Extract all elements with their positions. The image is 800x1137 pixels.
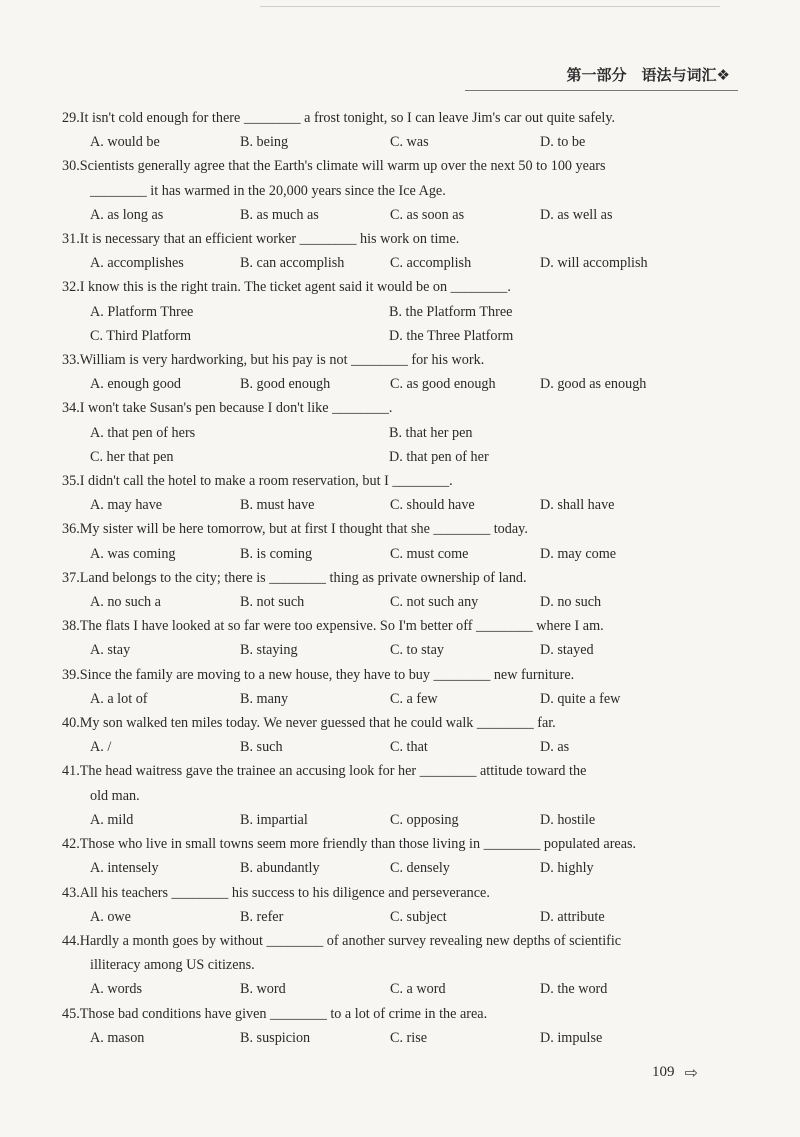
question-stem: [62, 1002, 734, 1026]
answer-options: [62, 542, 734, 566]
question-text: Since the family are moving to a new house, they have to buy ________ new furniture.: [79, 666, 575, 683]
answer-option: D. as well as: [540, 206, 613, 223]
answer-option: A. mild: [90, 811, 134, 828]
answer-option: C. her that pen: [90, 448, 174, 465]
answer-option: A. Platform Three: [90, 303, 194, 320]
question-stem: [62, 832, 734, 856]
question-text: The flats I have looked at so far were too expensive. So I'm better off ________ where I am.: [79, 618, 604, 635]
answer-option: B. as much as: [240, 206, 319, 223]
answer-option: B. refer: [240, 908, 284, 925]
answer-option: B. suspicion: [240, 1029, 311, 1046]
answer-option: A. enough good: [90, 376, 182, 393]
question-item: [62, 711, 734, 759]
answer-option: C. rise: [390, 1029, 428, 1046]
question-text-continued: ________ it has warmed in the 20,000 years since the Ice Age.: [90, 182, 446, 199]
answer-option: C. densely: [390, 860, 450, 877]
answer-option: D. to be: [540, 134, 586, 151]
answer-option: C. should have: [390, 497, 475, 514]
answer-option: B. the Platform Three: [389, 303, 513, 320]
question-item: [62, 832, 734, 880]
answer-option: A. may have: [90, 497, 163, 514]
answer-option: B. that her pen: [389, 424, 473, 441]
answer-option: C. opposing: [390, 811, 459, 828]
question-stem: [62, 469, 734, 493]
answer-option: D. the word: [540, 981, 608, 998]
answer-options: [62, 130, 734, 154]
answer-options: [62, 735, 734, 759]
answer-option: C. Third Platform: [90, 327, 192, 344]
question-stem: [62, 881, 734, 905]
answer-option: C. not such any: [390, 594, 479, 611]
question-item: [62, 881, 734, 929]
question-text: I didn't call the hotel to make a room reservation, but I ________.: [79, 473, 453, 490]
question-text: Land belongs to the city; there is ________ thing as private ownership of land.: [79, 569, 527, 586]
question-item: [62, 348, 734, 396]
question-stem: [62, 929, 734, 977]
answer-options: [62, 493, 734, 517]
question-stem: [62, 759, 734, 807]
question-item: [62, 1002, 734, 1050]
question-stem: [62, 275, 734, 299]
question-text-continued: old man.: [90, 787, 140, 804]
answer-option: D. that pen of her: [389, 448, 489, 465]
answer-option: A. was coming: [90, 545, 176, 562]
question-list: [62, 106, 734, 1050]
question-item: [62, 517, 734, 565]
answer-options: [62, 590, 734, 614]
question-stem: [62, 517, 734, 541]
question-number: 44.: [62, 932, 80, 949]
page-footer: [652, 1060, 742, 1084]
answer-options: [62, 808, 734, 832]
question-text: William is very hardworking, but his pay is not ________ for his work.: [79, 352, 485, 369]
question-item: [62, 929, 734, 1002]
answer-options: [62, 977, 734, 1001]
answer-option: C. that: [390, 739, 428, 756]
question-number: 33.: [62, 352, 80, 369]
question-number: 39.: [62, 666, 80, 683]
answer-option: D. impulse: [540, 1029, 603, 1046]
answer-options: [62, 856, 734, 880]
question-stem: [62, 154, 734, 202]
top-edge-line: [260, 6, 720, 7]
question-stem: [62, 566, 734, 590]
answer-option: D. stayed: [540, 642, 594, 659]
question-item: [62, 275, 734, 348]
answer-option: D. may come: [540, 545, 617, 562]
question-number: 45.: [62, 1005, 80, 1022]
answer-option: D. as: [540, 739, 570, 756]
answer-option: D. no such: [540, 594, 602, 611]
question-text: My sister will be here tomorrow, but at first I thought that she ________ today.: [79, 521, 528, 538]
answer-option: B. impartial: [240, 811, 308, 828]
section-header: 第一部分 语法与词汇❖: [566, 66, 730, 84]
question-text: The head waitress gave the trainee an accusing look for her ________ attitude toward the: [79, 763, 587, 780]
question-item: [62, 566, 734, 614]
answer-option: B. good enough: [240, 376, 331, 393]
answer-options: [62, 1026, 734, 1050]
answer-option: B. is coming: [240, 545, 313, 562]
question-item: [62, 759, 734, 832]
question-number: 42.: [62, 836, 80, 853]
answer-options: [62, 251, 734, 275]
question-stem: [62, 106, 734, 130]
answer-option: D. highly: [540, 860, 594, 877]
answer-option: D. quite a few: [540, 690, 621, 707]
answer-option: A. stay: [90, 642, 131, 659]
answer-option: A. /: [90, 739, 112, 756]
answer-option: D. the Three Platform: [389, 327, 514, 344]
question-stem: [62, 227, 734, 251]
answer-option: C. to stay: [390, 642, 444, 659]
question-text: Those who live in small towns seem more friendly than those living in ________ populated areas.: [79, 836, 637, 853]
answer-option: D. attribute: [540, 908, 605, 925]
question-number: 43.: [62, 884, 80, 901]
answer-option: C. subject: [390, 908, 447, 925]
answer-option: A. no such a: [90, 594, 161, 611]
question-item: [62, 106, 734, 154]
answer-option: B. not such: [240, 594, 305, 611]
answer-option: D. shall have: [540, 497, 615, 514]
answer-options: [62, 421, 734, 469]
question-number: 34.: [62, 400, 80, 417]
answer-option: B. word: [240, 981, 286, 998]
question-number: 40.: [62, 715, 80, 732]
answer-option: B. staying: [240, 642, 298, 659]
answer-option: C. as good enough: [390, 376, 496, 393]
question-text: All his teachers ________ his success to his diligence and perseverance.: [79, 884, 490, 901]
question-item: [62, 227, 734, 275]
question-item: [62, 614, 734, 662]
question-text: My son walked ten miles today. We never guessed that he could walk ________ far.: [79, 715, 556, 732]
answer-option: C. was: [390, 134, 429, 151]
question-text: It is necessary that an efficient worker ________ his work on time.: [79, 231, 460, 248]
question-stem: [62, 348, 734, 372]
answer-option: B. abundantly: [240, 860, 320, 877]
question-stem: [62, 663, 734, 687]
question-text: It isn't cold enough for there ________ a frost tonight, so I can leave Jim's car out quite safely.: [79, 110, 616, 126]
answer-option: B. being: [240, 134, 289, 151]
answer-option: A. a lot of: [90, 690, 148, 707]
answer-options: [62, 372, 734, 396]
answer-options: [62, 638, 734, 662]
question-text-continued: illiteracy among US citizens.: [90, 957, 255, 974]
question-number: 32.: [62, 279, 80, 296]
question-stem: [62, 614, 734, 638]
answer-option: C. a few: [390, 690, 438, 707]
answer-option: A. intensely: [90, 860, 159, 877]
next-page-arrow-icon: ⇨: [684, 1062, 698, 1082]
answer-option: C. a word: [390, 981, 446, 998]
answer-options: [62, 687, 734, 711]
answer-option: A. owe: [90, 908, 131, 925]
answer-option: D. will accomplish: [540, 255, 648, 272]
question-text: Scientists generally agree that the Earth's climate will warm up over the next 50 to 100 years: [79, 158, 606, 175]
question-item: [62, 154, 734, 227]
answer-option: A. as long as: [90, 206, 164, 223]
question-number: 41.: [62, 763, 80, 780]
question-stem: [62, 396, 734, 420]
answer-option: D. good as enough: [540, 376, 647, 393]
question-number: 36.: [62, 521, 80, 538]
answer-options: [62, 203, 734, 227]
question-item: [62, 663, 734, 711]
question-number: 38.: [62, 618, 80, 635]
answer-option: D. hostile: [540, 811, 596, 828]
answer-option: A. mason: [90, 1029, 145, 1046]
answer-option: A. words: [90, 981, 143, 998]
question-number: 37.: [62, 569, 80, 586]
answer-option: B. such: [240, 739, 283, 756]
question-stem: [62, 711, 734, 735]
answer-option: C. as soon as: [390, 206, 465, 223]
answer-option: A. would be: [90, 134, 160, 151]
answer-option: B. must have: [240, 497, 315, 514]
answer-option: B. many: [240, 690, 289, 707]
page-number: 109: [652, 1063, 675, 1080]
question-text: Hardly a month goes by without ________ of another survey revealing new depths of scientific: [79, 932, 622, 949]
answer-option: C. accomplish: [390, 255, 472, 272]
question-text: Those bad conditions have given ________ to a lot of crime in the area.: [79, 1005, 488, 1022]
answer-option: A. that pen of hers: [90, 424, 196, 441]
question-number: 35.: [62, 473, 80, 490]
question-number: 31.: [62, 231, 80, 248]
question-text: I won't take Susan's pen because I don't like ________.: [79, 400, 393, 417]
question-number: 29.: [62, 110, 80, 126]
question-item: [62, 396, 734, 469]
answer-options: [62, 905, 734, 929]
answer-options: [62, 300, 734, 348]
question-item: [62, 469, 734, 517]
answer-option: B. can accomplish: [240, 255, 345, 272]
header-rule: [465, 90, 738, 91]
answer-option: A. accomplishes: [90, 255, 184, 272]
question-number: 30.: [62, 158, 80, 175]
answer-option: C. must come: [390, 545, 469, 562]
question-text: I know this is the right train. The ticket agent said it would be on ________.: [79, 279, 511, 296]
